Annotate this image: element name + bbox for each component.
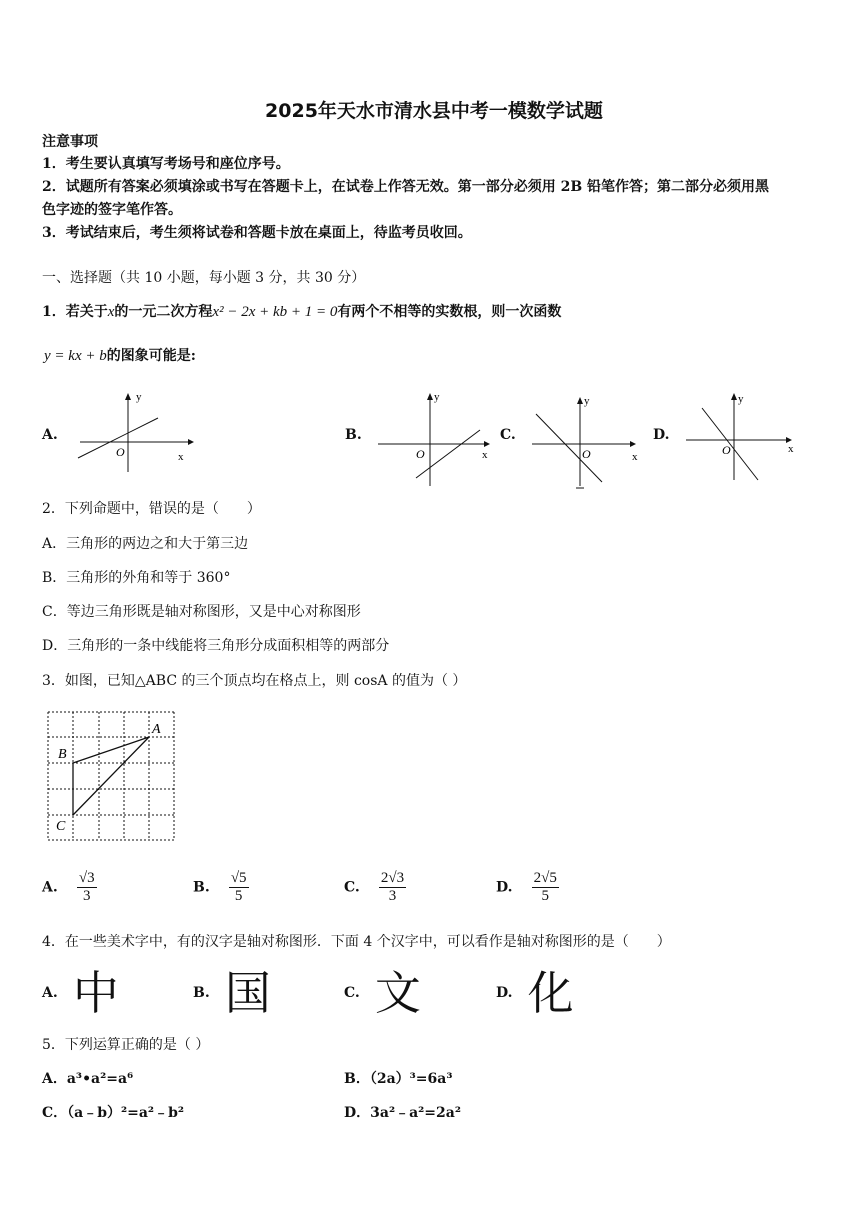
q4-option-d[interactable] bbox=[496, 968, 574, 1018]
q3-option-d-label: D. bbox=[496, 879, 513, 896]
axis-x-label: x bbox=[482, 449, 488, 461]
q1-func-suffix: 的图象可能是: bbox=[106, 348, 196, 364]
axis-y-label: y bbox=[738, 393, 744, 405]
q4-option-d-char: 化 bbox=[527, 966, 574, 1020]
question-1-function bbox=[44, 345, 196, 367]
q1-mid: 的一元二次方程 bbox=[114, 304, 213, 320]
question-3-stem: 3．如图，已知△ABC 的三个顶点均在格点上，则 cosA 的值为（ ） bbox=[42, 673, 467, 689]
point-b-label: B bbox=[58, 747, 67, 762]
q4-option-a-char: 中 bbox=[72, 966, 119, 1020]
fraction-denominator: 3 bbox=[82, 888, 91, 904]
q5-option-a[interactable]: A．a³•a²=a⁶ bbox=[42, 1071, 134, 1087]
q2-option-b[interactable]: B．三角形的外角和等于 360° bbox=[42, 570, 231, 586]
fraction-numerator: 2√3 bbox=[380, 870, 405, 886]
q4-option-c-label: C. bbox=[344, 985, 360, 1001]
q3-option-b-label: B. bbox=[193, 879, 210, 896]
q4-option-b-label: B. bbox=[193, 985, 210, 1001]
axis-x-label: x bbox=[788, 443, 794, 455]
origin-label: O bbox=[722, 443, 731, 457]
q3-grid-figure bbox=[44, 708, 178, 844]
fraction-numerator: 2√5 bbox=[533, 870, 557, 886]
notice-item: 2．试题所有答案必须填涂或书写在答题卡上，在试卷上作答无效。第一部分必须用 2B 铅笔作答；第二部分必须用黑 bbox=[42, 179, 770, 195]
section-heading: 一、选择题（共 10 小题，每小题 3 分，共 30 分） bbox=[42, 270, 366, 286]
q2-option-c[interactable]: C．等边三角形既是轴对称图形，又是中心对称图形 bbox=[42, 604, 361, 620]
axis-x-label: x bbox=[632, 451, 638, 463]
q4-option-b[interactable] bbox=[193, 968, 271, 1018]
q5-option-b[interactable]: B．（2a）³=6a³ bbox=[344, 1071, 453, 1087]
origin-label: O bbox=[582, 447, 591, 461]
q1-suffix: 有两个不相等的实数根，则一次函数 bbox=[337, 304, 562, 320]
fraction-denominator: 3 bbox=[388, 888, 397, 904]
q3-option-c[interactable] bbox=[344, 870, 406, 905]
q1-var: x bbox=[107, 304, 115, 320]
q1-option-a-label[interactable]: A. bbox=[42, 427, 58, 443]
q4-option-a[interactable] bbox=[42, 968, 119, 1018]
q3-option-a-label: A. bbox=[42, 879, 58, 896]
q1-graph-b[interactable] bbox=[372, 388, 497, 488]
q4-option-b-char: 国 bbox=[224, 966, 271, 1020]
q1-option-c-label[interactable]: C. bbox=[500, 427, 516, 443]
question-4-stem: 4．在一些美术字中，有的汉字是轴对称图形．下面 4 个汉字中，可以看作是轴对称图形的是（ ） bbox=[42, 934, 671, 950]
fraction-denominator: 5 bbox=[234, 888, 243, 904]
q2-option-a[interactable]: A．三角形的两边之和大于第三边 bbox=[42, 536, 249, 552]
notice-item: 1．考生要认真填写考场号和座位序号。 bbox=[42, 156, 290, 172]
q4-option-c[interactable] bbox=[344, 968, 421, 1018]
origin-label: O bbox=[416, 447, 425, 461]
q1-option-b-label[interactable]: B. bbox=[345, 427, 362, 443]
exam-title: 2025年天水市清水县中考一模数学试题 bbox=[265, 100, 603, 122]
axis-y-label: y bbox=[584, 395, 590, 407]
q1-func: y = kx + b bbox=[44, 348, 107, 364]
q3-option-b-fraction bbox=[229, 870, 249, 905]
q1-graph-c[interactable] bbox=[528, 392, 648, 492]
q1-graph-d[interactable] bbox=[682, 390, 802, 485]
q1-option-d-label[interactable]: D. bbox=[653, 427, 670, 443]
question-1-stem bbox=[42, 301, 561, 323]
notice-item: 色字迹的签字笔作答。 bbox=[42, 202, 182, 218]
q5-option-c[interactable]: C．（a﹣b）²=a²﹣b² bbox=[42, 1105, 184, 1121]
question-2-stem: 2．下列命题中，错误的是（ ） bbox=[42, 501, 261, 517]
q1-equation: x² − 2x + kb + 1 = 0 bbox=[212, 304, 338, 320]
q2-option-d[interactable]: D．三角形的一条中线能将三角形分成面积相等的两部分 bbox=[42, 638, 390, 654]
q4-option-d-label: D. bbox=[496, 985, 513, 1001]
q3-option-d[interactable] bbox=[496, 870, 559, 905]
point-a-label: A bbox=[152, 722, 161, 737]
fraction-numerator: √5 bbox=[230, 870, 247, 886]
point-c-label: C bbox=[56, 819, 66, 834]
q1-prefix: 1．若关于 bbox=[42, 304, 108, 320]
fraction-numerator: √3 bbox=[78, 870, 95, 886]
q3-option-d-fraction bbox=[532, 870, 559, 905]
q4-option-c-char: 文 bbox=[374, 966, 421, 1020]
q1-graph-a[interactable] bbox=[70, 390, 195, 475]
origin-label: O bbox=[116, 445, 125, 459]
q3-option-c-label: C. bbox=[344, 879, 360, 896]
axis-x-label: x bbox=[178, 451, 184, 463]
question-5-stem: 5．下列运算正确的是（ ） bbox=[42, 1037, 210, 1053]
q3-option-a[interactable] bbox=[42, 870, 97, 905]
notice-item: 3．考试结束后，考生须将试卷和答题卡放在桌面上，待监考员收回。 bbox=[42, 225, 472, 241]
q3-option-b[interactable] bbox=[193, 870, 249, 905]
q5-option-d[interactable]: D．3a²﹣a²=2a² bbox=[344, 1105, 461, 1121]
notice-heading: 注意事项 bbox=[42, 134, 98, 150]
fraction-denominator: 5 bbox=[541, 888, 549, 904]
q3-option-a-fraction bbox=[77, 870, 97, 905]
q4-option-a-label: A. bbox=[42, 985, 58, 1001]
q3-option-c-fraction bbox=[379, 870, 406, 905]
axis-y-label: y bbox=[434, 391, 440, 403]
axis-y-label: y bbox=[136, 391, 142, 403]
